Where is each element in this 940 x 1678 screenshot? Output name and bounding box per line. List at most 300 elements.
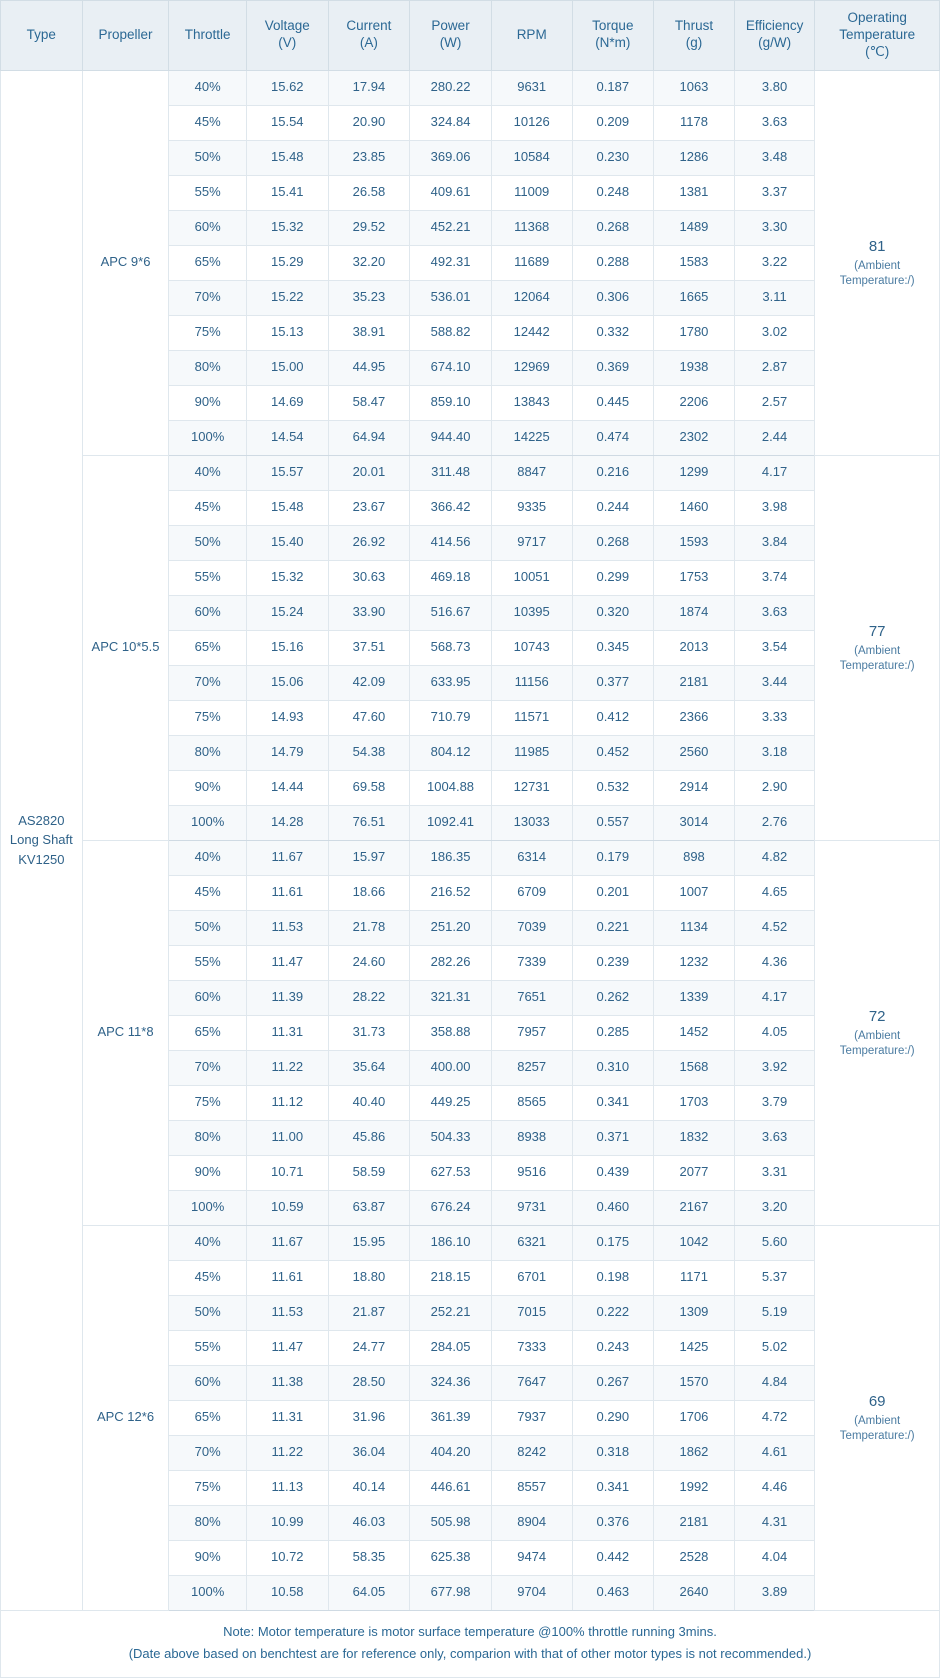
cell-voltage: 11.61 [246, 1260, 328, 1295]
cell-efficiency: 3.33 [734, 700, 815, 735]
propeller-cell: APC 9*6 [82, 70, 169, 455]
cell-efficiency: 4.17 [734, 455, 815, 490]
cell-power: 504.33 [410, 1120, 492, 1155]
cell-throttle: 45% [169, 1260, 247, 1295]
cell-torque: 0.268 [572, 525, 654, 560]
cell-throttle: 70% [169, 1435, 247, 1470]
cell-thrust: 1489 [654, 210, 735, 245]
cell-torque: 0.179 [572, 840, 654, 875]
column-header-voltage-unit: (V) [278, 35, 297, 51]
cell-torque: 0.268 [572, 210, 654, 245]
ambient-temperature-label: (Ambient Temperature:/) [839, 1029, 915, 1058]
cell-thrust: 1460 [654, 490, 735, 525]
cell-efficiency: 4.17 [734, 980, 815, 1015]
operating-temperature-value: 69 [868, 1392, 886, 1410]
cell-voltage: 11.12 [246, 1085, 328, 1120]
cell-thrust: 1753 [654, 560, 735, 595]
table-row [1, 70, 940, 105]
cell-rpm: 6709 [491, 875, 572, 910]
cell-voltage: 11.22 [246, 1050, 328, 1085]
cell-torque: 0.262 [572, 980, 654, 1015]
cell-voltage: 10.58 [246, 1575, 328, 1610]
cell-efficiency: 2.44 [734, 420, 815, 455]
cell-power: 218.15 [410, 1260, 492, 1295]
cell-thrust: 1178 [654, 105, 735, 140]
column-header-throttle-label: Throttle [184, 26, 231, 42]
table-row [1, 455, 940, 490]
cell-torque: 0.557 [572, 805, 654, 840]
cell-rpm: 9631 [491, 70, 572, 105]
cell-thrust: 2560 [654, 735, 735, 770]
cell-rpm: 10051 [491, 560, 572, 595]
cell-current: 17.94 [328, 70, 410, 105]
cell-power: 588.82 [410, 315, 492, 350]
cell-thrust: 1171 [654, 1260, 735, 1295]
cell-efficiency: 5.37 [734, 1260, 815, 1295]
cell-thrust: 1007 [654, 875, 735, 910]
cell-throttle: 50% [169, 1295, 247, 1330]
cell-throttle: 55% [169, 175, 247, 210]
cell-efficiency: 4.65 [734, 875, 815, 910]
cell-rpm: 10126 [491, 105, 572, 140]
cell-torque: 0.460 [572, 1190, 654, 1225]
column-header-power-label: Power [431, 18, 470, 34]
cell-rpm: 8242 [491, 1435, 572, 1470]
cell-power: 366.42 [410, 490, 492, 525]
cell-thrust: 1583 [654, 245, 735, 280]
cell-rpm: 7339 [491, 945, 572, 980]
cell-throttle: 65% [169, 630, 247, 665]
cell-current: 58.59 [328, 1155, 410, 1190]
cell-rpm: 8557 [491, 1470, 572, 1505]
cell-throttle: 65% [169, 245, 247, 280]
cell-rpm: 6314 [491, 840, 572, 875]
cell-rpm: 12442 [491, 315, 572, 350]
cell-power: 710.79 [410, 700, 492, 735]
cell-throttle: 90% [169, 1155, 247, 1190]
cell-torque: 0.299 [572, 560, 654, 595]
cell-current: 63.87 [328, 1190, 410, 1225]
cell-torque: 0.306 [572, 280, 654, 315]
cell-current: 46.03 [328, 1505, 410, 1540]
cell-rpm: 7039 [491, 910, 572, 945]
cell-torque: 0.222 [572, 1295, 654, 1330]
cell-thrust: 1568 [654, 1050, 735, 1085]
cell-thrust: 3014 [654, 805, 735, 840]
cell-torque: 0.474 [572, 420, 654, 455]
cell-power: 361.39 [410, 1400, 492, 1435]
operating-temperature-value: 77 [868, 622, 886, 640]
cell-thrust: 1862 [654, 1435, 735, 1470]
cell-voltage: 10.72 [246, 1540, 328, 1575]
cell-current: 33.90 [328, 595, 410, 630]
cell-efficiency: 4.46 [734, 1470, 815, 1505]
cell-rpm: 8257 [491, 1050, 572, 1085]
cell-voltage: 15.29 [246, 245, 328, 280]
cell-voltage: 11.53 [246, 910, 328, 945]
cell-throttle: 50% [169, 910, 247, 945]
cell-power: 251.20 [410, 910, 492, 945]
cell-current: 18.66 [328, 875, 410, 910]
cell-rpm: 11156 [491, 665, 572, 700]
cell-rpm: 6321 [491, 1225, 572, 1260]
cell-power: 400.00 [410, 1050, 492, 1085]
cell-efficiency: 3.54 [734, 630, 815, 665]
cell-efficiency: 3.84 [734, 525, 815, 560]
cell-current: 37.51 [328, 630, 410, 665]
cell-thrust: 1063 [654, 70, 735, 105]
cell-voltage: 11.67 [246, 840, 328, 875]
cell-torque: 0.412 [572, 700, 654, 735]
cell-torque: 0.248 [572, 175, 654, 210]
cell-voltage: 15.13 [246, 315, 328, 350]
cell-thrust: 1706 [654, 1400, 735, 1435]
cell-current: 21.87 [328, 1295, 410, 1330]
cell-voltage: 14.93 [246, 700, 328, 735]
cell-throttle: 45% [169, 875, 247, 910]
cell-power: 469.18 [410, 560, 492, 595]
operating-temperature-cell [815, 1225, 940, 1610]
cell-voltage: 15.24 [246, 595, 328, 630]
cell-torque: 0.463 [572, 1575, 654, 1610]
cell-voltage: 15.16 [246, 630, 328, 665]
cell-thrust: 1593 [654, 525, 735, 560]
cell-efficiency: 4.52 [734, 910, 815, 945]
cell-rpm: 9516 [491, 1155, 572, 1190]
cell-thrust: 2528 [654, 1540, 735, 1575]
cell-efficiency: 3.63 [734, 1120, 815, 1155]
column-header-efficiency-unit: (g/W) [758, 35, 792, 51]
cell-efficiency: 4.82 [734, 840, 815, 875]
cell-throttle: 100% [169, 1190, 247, 1225]
cell-throttle: 70% [169, 1050, 247, 1085]
table-header [1, 1, 940, 71]
cell-thrust: 1938 [654, 350, 735, 385]
cell-power: 282.26 [410, 945, 492, 980]
column-header-operating-temperature-unit: (℃) [865, 43, 890, 59]
cell-voltage: 10.99 [246, 1505, 328, 1540]
cell-rpm: 7647 [491, 1365, 572, 1400]
column-header-operating-temperature [815, 1, 940, 71]
cell-current: 20.90 [328, 105, 410, 140]
column-header-propeller [82, 1, 169, 71]
cell-power: 324.36 [410, 1365, 492, 1400]
propeller-cell: APC 11*8 [82, 840, 169, 1225]
cell-thrust: 1134 [654, 910, 735, 945]
cell-current: 44.95 [328, 350, 410, 385]
cell-efficiency: 4.04 [734, 1540, 815, 1575]
cell-throttle: 60% [169, 595, 247, 630]
cell-throttle: 40% [169, 70, 247, 105]
cell-torque: 0.209 [572, 105, 654, 140]
cell-throttle: 60% [169, 210, 247, 245]
cell-throttle: 50% [169, 140, 247, 175]
cell-current: 58.35 [328, 1540, 410, 1575]
cell-efficiency: 3.74 [734, 560, 815, 595]
cell-current: 24.60 [328, 945, 410, 980]
cell-torque: 0.532 [572, 770, 654, 805]
column-header-efficiency [734, 1, 815, 71]
cell-torque: 0.345 [572, 630, 654, 665]
cell-efficiency: 5.02 [734, 1330, 815, 1365]
column-header-rpm-label: RPM [516, 26, 547, 42]
cell-torque: 0.175 [572, 1225, 654, 1260]
cell-thrust: 1042 [654, 1225, 735, 1260]
cell-efficiency: 3.02 [734, 315, 815, 350]
cell-current: 20.01 [328, 455, 410, 490]
table-body [1, 70, 940, 1610]
cell-torque: 0.267 [572, 1365, 654, 1400]
cell-efficiency: 3.18 [734, 735, 815, 770]
cell-throttle: 60% [169, 1365, 247, 1400]
cell-torque: 0.216 [572, 455, 654, 490]
cell-current: 26.92 [328, 525, 410, 560]
cell-power: 633.95 [410, 665, 492, 700]
cell-torque: 0.341 [572, 1085, 654, 1120]
cell-rpm: 8938 [491, 1120, 572, 1155]
cell-throttle: 65% [169, 1015, 247, 1050]
cell-rpm: 9717 [491, 525, 572, 560]
cell-efficiency: 3.30 [734, 210, 815, 245]
column-header-voltage-label: Voltage [264, 18, 310, 34]
cell-current: 64.94 [328, 420, 410, 455]
cell-torque: 0.288 [572, 245, 654, 280]
cell-current: 47.60 [328, 700, 410, 735]
cell-rpm: 9474 [491, 1540, 572, 1575]
cell-rpm: 8904 [491, 1505, 572, 1540]
column-header-throttle [169, 1, 247, 71]
cell-throttle: 80% [169, 350, 247, 385]
cell-torque: 0.377 [572, 665, 654, 700]
cell-current: 26.58 [328, 175, 410, 210]
cell-thrust: 2013 [654, 630, 735, 665]
header-row [1, 1, 940, 71]
cell-voltage: 15.32 [246, 560, 328, 595]
cell-throttle: 100% [169, 1575, 247, 1610]
cell-current: 45.86 [328, 1120, 410, 1155]
cell-thrust: 1232 [654, 945, 735, 980]
cell-voltage: 14.28 [246, 805, 328, 840]
cell-power: 492.31 [410, 245, 492, 280]
cell-rpm: 6701 [491, 1260, 572, 1295]
cell-thrust: 2640 [654, 1575, 735, 1610]
cell-thrust: 2181 [654, 1505, 735, 1540]
operating-temperature-cell [815, 70, 940, 455]
column-header-operating-temperature-label: Operating Temperature [839, 10, 916, 42]
cell-power: 186.35 [410, 840, 492, 875]
column-header-thrust-unit: (g) [685, 35, 703, 51]
cell-efficiency: 3.11 [734, 280, 815, 315]
cell-voltage: 15.06 [246, 665, 328, 700]
cell-thrust: 1381 [654, 175, 735, 210]
cell-torque: 0.320 [572, 595, 654, 630]
cell-thrust: 2302 [654, 420, 735, 455]
cell-rpm: 10395 [491, 595, 572, 630]
cell-thrust: 1832 [654, 1120, 735, 1155]
cell-rpm: 11985 [491, 735, 572, 770]
cell-efficiency: 4.05 [734, 1015, 815, 1050]
column-header-power-unit: (W) [439, 35, 462, 51]
cell-throttle: 100% [169, 420, 247, 455]
cell-throttle: 40% [169, 455, 247, 490]
cell-efficiency: 3.89 [734, 1575, 815, 1610]
cell-torque: 0.201 [572, 875, 654, 910]
cell-voltage: 15.40 [246, 525, 328, 560]
cell-voltage: 11.38 [246, 1365, 328, 1400]
cell-power: 358.88 [410, 1015, 492, 1050]
cell-throttle: 75% [169, 1085, 247, 1120]
cell-rpm: 7333 [491, 1330, 572, 1365]
cell-current: 40.14 [328, 1470, 410, 1505]
cell-efficiency: 3.92 [734, 1050, 815, 1085]
cell-voltage: 11.47 [246, 1330, 328, 1365]
cell-voltage: 11.47 [246, 945, 328, 980]
cell-current: 35.64 [328, 1050, 410, 1085]
operating-temperature-cell [815, 455, 940, 840]
cell-voltage: 15.48 [246, 490, 328, 525]
cell-rpm: 9335 [491, 490, 572, 525]
cell-rpm: 11571 [491, 700, 572, 735]
cell-rpm: 8847 [491, 455, 572, 490]
cell-rpm: 12064 [491, 280, 572, 315]
column-header-thrust [654, 1, 735, 71]
cell-thrust: 2077 [654, 1155, 735, 1190]
cell-voltage: 14.79 [246, 735, 328, 770]
table-row [1, 1225, 940, 1260]
cell-current: 42.09 [328, 665, 410, 700]
cell-throttle: 55% [169, 1330, 247, 1365]
cell-torque: 0.198 [572, 1260, 654, 1295]
cell-throttle: 45% [169, 105, 247, 140]
cell-voltage: 14.44 [246, 770, 328, 805]
cell-thrust: 2167 [654, 1190, 735, 1225]
cell-voltage: 11.22 [246, 1435, 328, 1470]
cell-torque: 0.341 [572, 1470, 654, 1505]
column-header-thrust-label: Thrust [674, 18, 714, 34]
cell-rpm: 10743 [491, 630, 572, 665]
cell-efficiency: 3.22 [734, 245, 815, 280]
cell-efficiency: 4.84 [734, 1365, 815, 1400]
cell-torque: 0.369 [572, 350, 654, 385]
cell-torque: 0.439 [572, 1155, 654, 1190]
cell-thrust: 1309 [654, 1295, 735, 1330]
cell-throttle: 75% [169, 1470, 247, 1505]
cell-efficiency: 3.31 [734, 1155, 815, 1190]
cell-efficiency: 3.37 [734, 175, 815, 210]
cell-current: 30.63 [328, 560, 410, 595]
cell-efficiency: 2.90 [734, 770, 815, 805]
cell-power: 505.98 [410, 1505, 492, 1540]
cell-throttle: 75% [169, 700, 247, 735]
cell-power: 186.10 [410, 1225, 492, 1260]
column-header-propeller-label: Propeller [98, 26, 153, 42]
cell-voltage: 15.62 [246, 70, 328, 105]
cell-power: 311.48 [410, 455, 492, 490]
cell-efficiency: 2.76 [734, 805, 815, 840]
cell-current: 15.97 [328, 840, 410, 875]
cell-voltage: 14.69 [246, 385, 328, 420]
cell-current: 40.40 [328, 1085, 410, 1120]
note-line-2: (Date above based on benchtest are for reference only, comparion with that of other motor types is not recommended.) [128, 1645, 812, 1661]
cell-rpm: 13843 [491, 385, 572, 420]
cell-rpm: 7937 [491, 1400, 572, 1435]
cell-power: 409.61 [410, 175, 492, 210]
cell-power: 449.25 [410, 1085, 492, 1120]
cell-power: 859.10 [410, 385, 492, 420]
cell-power: 627.53 [410, 1155, 492, 1190]
cell-thrust: 1570 [654, 1365, 735, 1400]
column-header-rpm [491, 1, 572, 71]
table-row [1, 840, 940, 875]
cell-power: 677.98 [410, 1575, 492, 1610]
cell-voltage: 15.32 [246, 210, 328, 245]
cell-rpm: 11009 [491, 175, 572, 210]
cell-rpm: 12969 [491, 350, 572, 385]
cell-throttle: 90% [169, 1540, 247, 1575]
cell-power: 414.56 [410, 525, 492, 560]
cell-voltage: 15.22 [246, 280, 328, 315]
cell-torque: 0.318 [572, 1435, 654, 1470]
cell-thrust: 1703 [654, 1085, 735, 1120]
cell-current: 58.47 [328, 385, 410, 420]
cell-throttle: 80% [169, 1505, 247, 1540]
cell-thrust: 898 [654, 840, 735, 875]
cell-efficiency: 3.48 [734, 140, 815, 175]
cell-rpm: 9704 [491, 1575, 572, 1610]
cell-efficiency: 3.80 [734, 70, 815, 105]
cell-current: 15.95 [328, 1225, 410, 1260]
cell-voltage: 15.57 [246, 455, 328, 490]
cell-throttle: 70% [169, 665, 247, 700]
cell-efficiency: 3.44 [734, 665, 815, 700]
cell-voltage: 10.59 [246, 1190, 328, 1225]
cell-torque: 0.290 [572, 1400, 654, 1435]
note-line-1: Note: Motor temperature is motor surface temperature @100% throttle running 3mins. [223, 1623, 717, 1639]
cell-torque: 0.243 [572, 1330, 654, 1365]
cell-rpm: 11689 [491, 245, 572, 280]
cell-rpm: 7651 [491, 980, 572, 1015]
cell-thrust: 1299 [654, 455, 735, 490]
cell-voltage: 11.31 [246, 1400, 328, 1435]
cell-voltage: 11.61 [246, 875, 328, 910]
cell-power: 446.61 [410, 1470, 492, 1505]
cell-thrust: 1339 [654, 980, 735, 1015]
cell-current: 28.50 [328, 1365, 410, 1400]
column-header-torque-unit: (N*m) [595, 35, 631, 51]
cell-voltage: 11.13 [246, 1470, 328, 1505]
operating-temperature-cell [815, 840, 940, 1225]
cell-throttle: 65% [169, 1400, 247, 1435]
cell-throttle: 45% [169, 490, 247, 525]
cell-current: 31.73 [328, 1015, 410, 1050]
cell-current: 64.05 [328, 1575, 410, 1610]
ambient-temperature-label: (Ambient Temperature:/) [839, 1414, 915, 1443]
cell-current: 23.85 [328, 140, 410, 175]
cell-voltage: 15.41 [246, 175, 328, 210]
column-header-type-label: Type [26, 26, 56, 42]
cell-power: 284.05 [410, 1330, 492, 1365]
cell-power: 1004.88 [410, 770, 492, 805]
cell-throttle: 50% [169, 525, 247, 560]
cell-thrust: 1780 [654, 315, 735, 350]
cell-power: 944.40 [410, 420, 492, 455]
column-header-torque-label: Torque [592, 18, 634, 34]
cell-rpm: 14225 [491, 420, 572, 455]
cell-voltage: 11.39 [246, 980, 328, 1015]
ambient-temperature-label: (Ambient Temperature:/) [839, 644, 915, 673]
cell-torque: 0.310 [572, 1050, 654, 1085]
cell-efficiency: 3.98 [734, 490, 815, 525]
